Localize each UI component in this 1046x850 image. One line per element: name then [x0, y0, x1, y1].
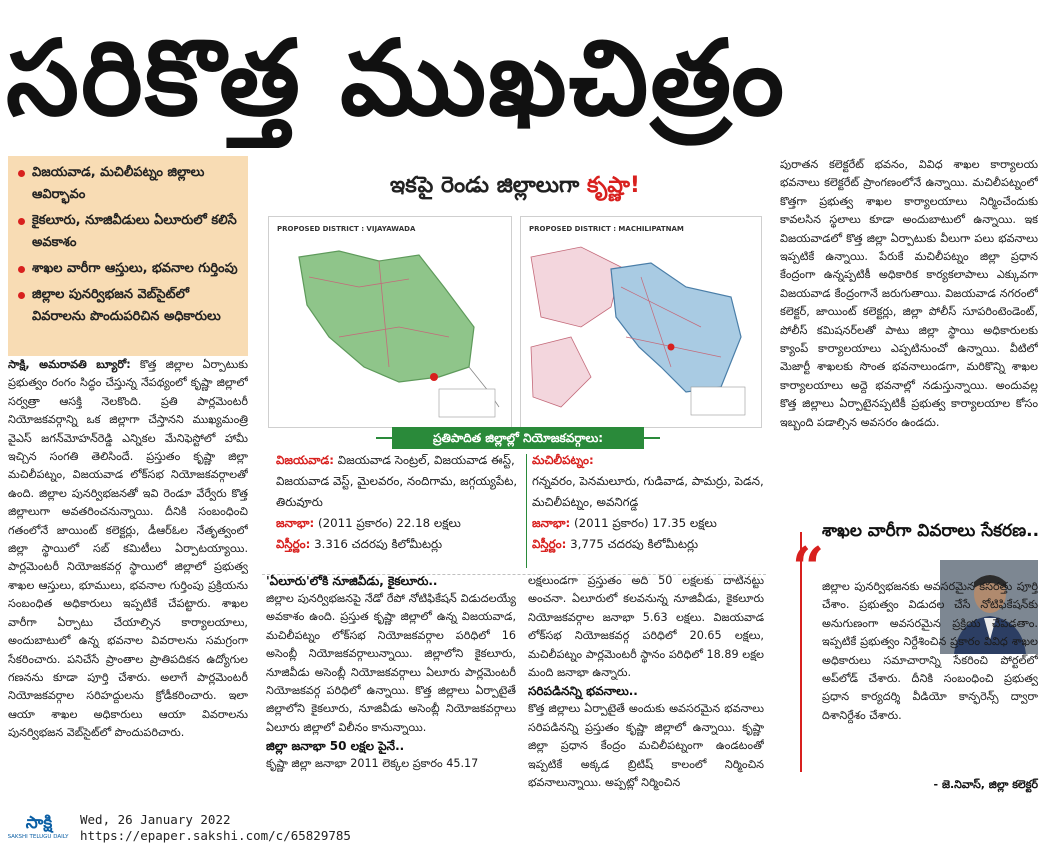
article-column-2 — [266, 572, 516, 798]
logo-tagline: SAKSHI TELUGU DAILY — [7, 834, 69, 840]
article-column-3 — [528, 572, 764, 798]
graphic-title-accent: కృష్ణా! — [586, 173, 640, 198]
area-label: విస్తీర్ణం: — [532, 537, 567, 551]
district-name: విజయవాడ: — [276, 453, 334, 467]
constituencies-heading: ప్రతిపాదిత జిల్లాల్లో నియోజకవర్గాలు: — [392, 427, 644, 449]
area-value: 3.316 చదరపు కిలోమీటర్లు — [314, 537, 443, 551]
vijayawada-map-graphic — [269, 217, 511, 427]
graphic-title: ఇకపై రెండు జిల్లాలుగా కృష్ణా! — [390, 173, 640, 198]
district-name: మచిలీపట్నం: — [532, 453, 594, 467]
bullet-icon — [18, 292, 25, 299]
subheading: జిల్లా జనాభా 50 లక్షల పైనే.. — [266, 739, 405, 754]
quote-body: జిల్లాల పునర్విభజనకు అవసరమైన కసరత్తు పూర్తి చేశాం. ప్రభుత్వం విడుదల చేసే నోటిఫికేషన్‌కు అనుగుణంగా అవసరమైన ప్రక్రియ చేపడతాం. ఇప్పటికే ప్రభుత్వం నిర్దేశించిన ప్రకారం వివిధ శాఖల అధికారులు సమాచారాన్ని సేకరించి పోర్టల్‌లో అప్‌లోడ్ చేశారు. దీనికి సంబంధించి ప్రభుత్వ ప్రధాన కార్యదర్శి వీడియో కాన్ఫరెన్స్ ద్వారా దిశానిర్దేశం చేశారు. — [822, 580, 1038, 722]
footer-date: Wed, 26 January 2022 — [80, 812, 231, 827]
subheading: 'ఏలూరు'లోకి నూజివీడు, కైకలూరు.. — [266, 574, 438, 588]
constituency-list: విజయవాడ సెంట్రల్, విజయవాడ ఈస్ట్, విజయవాడ వెస్ట్, మైలవరం, నందిగామ, జగ్గయ్యపేట, తిరువూరు — [276, 453, 518, 509]
map-label: PROPOSED DISTRICT : VIJAYAWADA — [277, 225, 416, 233]
subheading: సరిపడినన్ని భవనాలు.. — [528, 684, 638, 699]
article-body: కృష్ణా జిల్లా జనాభా 2011 లెక్కల ప్రకారం 45.17 — [266, 757, 479, 771]
highlight-item: కైకలూరు, నూజివీడులు ఏలూరులో కలిసే అవకాశం — [18, 210, 240, 254]
highlight-item: విజయవాడ, మచిలీపట్నం జిల్లాలు ఆవిర్భావం — [18, 162, 240, 206]
quote-icon: “ — [792, 535, 825, 601]
bullet-icon — [18, 266, 25, 273]
bullet-icon — [18, 218, 25, 225]
sakshi-logo[interactable] — [4, 808, 70, 846]
population-value: (2011 ప్రకారం) 22.18 లక్షలు — [318, 516, 461, 530]
dateline: సాక్షి, అమరావతి బ్యూరో: — [8, 358, 131, 371]
article-body: లక్షలుండగా ప్రస్తుతం అది 50 లక్షలకు దాటినట్టు అంచనా. ఏలూరులో కలవనున్న నూజివీడు, కైకలూరు నియోజకవర్గాల జనాభా 5.63 లక్షలు. విజయవాడ లోక్‌సభ నియోజకవర్గ పరిధిలో 20.65 లక్షలు, మచిలీపట్నం పార్లమెంటరీ స్థానం పరిధిలో 18.89 లక్షల మంది జనాభా ఉన్నారు. — [528, 574, 764, 680]
quote-title: శాఖల వారీగా వివరాలు సేకరణ.. — [822, 521, 1040, 541]
constituency-machilipatnam — [532, 450, 764, 572]
constituency-list: గన్నవరం, పెనమలూరు, గుడివాడ, పామర్రు, పెడన, మచిలీపట్నం, అవనిగడ్డ — [532, 474, 764, 509]
constituency-vijayawada — [276, 450, 520, 572]
population-label: జనాభా: — [276, 516, 315, 530]
population-value: (2011 ప్రకారం) 17.35 లక్షలు — [574, 516, 717, 530]
byline: - జె.నివాస్, జిల్లా కలెక్టర్ — [933, 778, 1038, 791]
logo-wordmark: సాక్షి — [25, 813, 53, 833]
article-body: పురాతన కలెక్టరేట్ భవనం, వివిధ శాఖల కార్యాలయ భవనాలు కలెక్టరేట్ ప్రాంగణంలోనే ఉన్నాయి. మచిలీపట్నంలో కొత్తగా ప్రభుత్వ శాఖల కార్యాలయాలు నిర్మించేందుకు కావలసిన స్థలాలు కూడా అందుబాటులో ఉన్నాయి. ఇక విజయవాడలో కొత్త జిల్లా ఏర్పాటుకు వీలుగా పలు భవనాలు ఇప్పటికే ఉన్నాయి. పేరుకే మచిలీపట్నం జిల్లా ప్రధాన కేంద్రంగా ఉన్నప్పటికీ అధికారిక కార్యకలాపాలు ఎక్కువగా విజయవాడ కేంద్రంగానే జరుగుతాయి. విజయవాడ నగరంలో కలెక్టర్, జాయింట్ కలెక్టర్లు, జిల్లా పోలీస్ సూపరింటెండెంట్, పోలీస్ కమిషనర్‌లతో పాటు జిల్లా స్థాయి అధికారులకు క్యాంప్ కార్యాలయాలు ఎప్పటినుంచో ఉన్నాయి. వీటిలో మెజార్టీ శాఖలకు సొంత భవనాలుండగా, మరికొన్ని శాఖల కార్యాలయాలు అద్దె భవనాల్లో నడుస్తున్నాయి. అందువల్ల కొత్త జిల్లాలు ఏర్పాటైనప్పటికీ ప్రభుత్వ కార్యాలయాల కోసం ఇబ్బంది పడాల్సిన అవసరం ఉండదు. — [780, 158, 1038, 429]
article-body: కొత్త జిల్లాలు ఏర్పాటైతే అందుకు అవసరమైన భవనాలు సరిపడినన్ని ప్రస్తుతం కృష్ణా జిల్లాలో ఉన్నాయి. కృష్ణా జిల్లా ప్రధాన కేంద్రం మచిలీపట్నంగా ఉండటంతో ఇప్పటికే అక్కడ బ్రిటిష్ కాలంలో నిర్మించిన భవనాలున్నాయి. అప్పట్లో నిర్మించిన — [528, 702, 764, 790]
area-value: 3,775 చదరపు కిలోమీటర్లు — [570, 537, 699, 551]
highlights-box — [8, 156, 248, 356]
map-label: PROPOSED DISTRICT : MACHILIPATNAM — [529, 225, 684, 233]
article-column-1 — [8, 356, 248, 796]
article-body: జిల్లాల పునర్విభజనపై నేడో రేపో నోటిఫికేషన్ విడుదలయ్యే అవకాశం ఉంది. ప్రస్తుత కృష్ణా జిల్లాలో ఉన్న విజయవాడ, మచిలీపట్నం లోక్‌సభ నియోజకవర్గాల పరిధిలో 16 అసెంబ్లీ నియోజకవర్గాలున్నాయి. జిల్లాలోని కైకలూరు, నూజివీడు అసెంబ్లీ నియోజకవర్గాలు ఏలూరు పార్లమెంటరీ నియోజకవర్గ పరిధిలో ఉన్నాయి. కొత్త జిల్లాలు ఏర్పాటైతే జిల్లాలోని కైకలూరు, నూజివీడు అసెంబ్లీ నియోజకవర్గాలు ఏలూరు జిల్లాలో విలీనం కానున్నాయి. — [266, 592, 516, 734]
machilipatnam-map-graphic — [521, 217, 761, 427]
map-machilipatnam — [520, 216, 762, 428]
map-vijayawada — [268, 216, 512, 428]
highlight-item: శాఖల వారీగా ఆస్తులు, భవనాల గుర్తింపు — [18, 258, 240, 280]
bullet-icon — [18, 170, 25, 177]
constituencies-table — [266, 450, 766, 572]
population-label: జనాభా: — [532, 516, 571, 530]
headline: సరికొత్త ముఖచిత్రం — [6, 17, 786, 139]
district-maps — [268, 216, 762, 428]
area-label: విస్తీర్ణం: — [276, 537, 311, 551]
highlight-item: జిల్లాల పునర్విభజన వెబ్‌సైట్‌లో వివరాలను పొందుపరిచిన అధికారులు — [18, 284, 240, 328]
article-column-4 — [780, 156, 1038, 500]
footer-url[interactable]: https://epaper.sakshi.com/c/65829785 — [80, 828, 351, 843]
article-body: కొత్త జిల్లాల ఏర్పాటుకు ప్రభుత్వం రంగం సిద్ధం చేస్తున్న నేపథ్యంలో కృష్ణా జిల్లాలో సర్వత్రా ఆసక్తి నెలకొంది. ప్రతి పార్లమెంటరీ నియోజకవర్గాన్ని ఒక జిల్లాగా చేస్తానని ముఖ్యమంత్రి వైఎస్ జగన్‌మోహన్‌రెడ్డి ఎన్నికల మేనిఫెస్టోలో హామీ ఇచ్చిన సంగతి తెలిసిందే. ప్రస్తుతం కృష్ణా జిల్లా మచిలీపట్నం, విజయవాడ లోక్‌సభ నియోజకవర్గాలతో ఉంది. జిల్లాల పునర్విభజనతో ఇవి రెండూ వేర్వేరు కొత్త జిల్లాలుగా అవతరించనున్నాయి. దీనికి సంబంధించి గతంలోనే జాయింట్ కలెక్టర్లు, డీఆర్‌ఓల నేతృత్వంలో జిల్లా స్థాయిలో సబ్ కమిటీలు ఏర్పాటయ్యాయి. పార్లమెంటరీ నియోజకవర్గ స్థాయిలో జిల్లాలో ప్రభుత్వ శాఖల ఆస్తులు, భూములు, భవనాల గుర్తింపు ప్రక్రియను సంబంధిత అధికారులు ఇప్పటికే చేపట్టారు. శాఖల వారీగా ఏర్పాటు చేయాల్సిన కార్యాలయాలు, అందుబాటులో ఉన్న భవనాల వివరాలను సమగ్రంగా సేకరించారు. పనిచేసే ప్రాంతాల ప్రాతిపదికన ఉద్యోగుల గణనను కూడా పూర్తి చేశారు. అలాగే పార్లమెంటరీ నియోజకవర్గాల సరిహద్దులను క్రోడీకరించారు. ఇలా ఆయా శాఖల అధికారులు ఆయా వివరాలను పునర్విభజన వెబ్‌సైట్‌లో పొందుపరిచారు. — [8, 358, 248, 740]
divider — [526, 454, 527, 568]
